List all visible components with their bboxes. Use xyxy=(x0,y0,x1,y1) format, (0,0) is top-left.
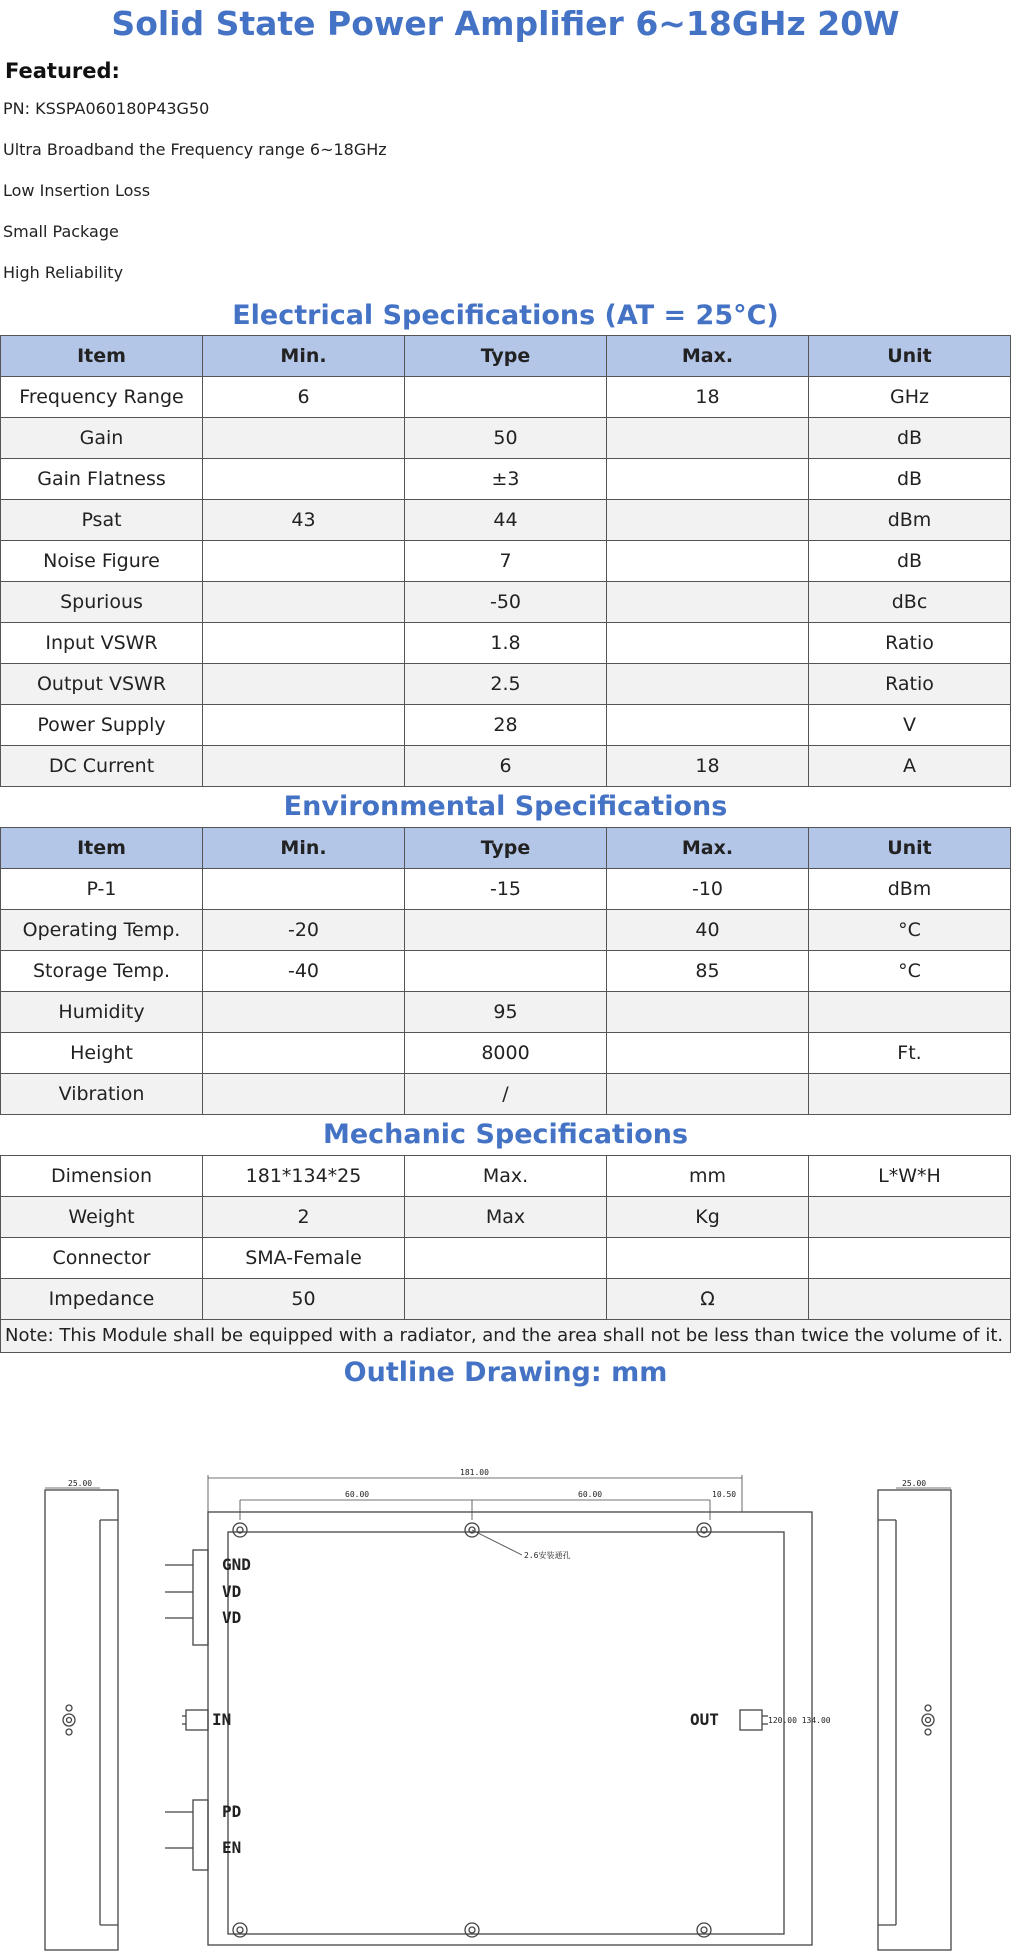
environmental-type-cell: 95 xyxy=(405,992,607,1033)
environmental-type-cell: -15 xyxy=(405,869,607,910)
table-row xyxy=(1,746,1011,787)
left-connector-core-icon xyxy=(67,1718,72,1723)
electrical-item-cell: DC Current xyxy=(1,746,203,787)
environmental-unit-cell xyxy=(809,992,1011,1033)
label-out: OUT xyxy=(690,1710,719,1729)
electrical-item-cell: Spurious xyxy=(1,582,203,623)
electrical-min-cell xyxy=(203,459,405,500)
table-row xyxy=(1,869,1011,910)
environmental-item-cell: P-1 xyxy=(1,869,203,910)
dim-side-left: 25.00 xyxy=(68,1479,93,1488)
dim-hole: 2.6安装通孔 xyxy=(524,1551,571,1560)
table-row xyxy=(1,418,1011,459)
dim-10-5: 10.50 xyxy=(712,1490,737,1499)
mounting-hole-icon xyxy=(465,1923,479,1937)
electrical-table xyxy=(0,335,1011,787)
header-item: Item xyxy=(1,336,203,377)
electrical-type-cell: 2.5 xyxy=(405,664,607,705)
hole-leader-line xyxy=(472,1530,522,1555)
label-pd: PD xyxy=(222,1802,242,1821)
mechanic-max-cell: Ω xyxy=(607,1279,809,1320)
mechanic-min-cell: 181*134*25 xyxy=(203,1156,405,1197)
mechanic-max-cell: mm xyxy=(607,1156,809,1197)
mechanic-note: Note: This Module shall be equipped with a radiator, and the area shall not be less than twice the volume of it. xyxy=(1,1320,1011,1353)
featured-heading: Featured: xyxy=(5,59,120,83)
electrical-item-cell: Output VSWR xyxy=(1,664,203,705)
electrical-type-cell: -50 xyxy=(405,582,607,623)
electrical-type-cell: 44 xyxy=(405,500,607,541)
mechanic-title: Mechanic Specifications xyxy=(322,1119,689,1150)
environmental-type-cell xyxy=(405,910,607,951)
mechanic-type-cell xyxy=(405,1238,607,1279)
environmental-type-cell xyxy=(405,951,607,992)
electrical-max-cell xyxy=(607,418,809,459)
environmental-table xyxy=(0,827,1011,1115)
environmental-min-cell xyxy=(203,869,405,910)
mechanic-unit-cell xyxy=(809,1279,1011,1320)
table-row xyxy=(1,1279,1011,1320)
dc-connector-block xyxy=(193,1550,208,1645)
table-row xyxy=(1,459,1011,500)
mechanic-min-cell: SMA-Female xyxy=(203,1238,405,1279)
electrical-item-cell: Psat xyxy=(1,500,203,541)
environmental-title: Environmental Specifications xyxy=(283,791,728,822)
featured-list xyxy=(0,88,1011,293)
electrical-min-cell xyxy=(203,582,405,623)
table-row xyxy=(1,1033,1011,1074)
electrical-type-cell: 1.8 xyxy=(405,623,607,664)
environmental-unit-cell xyxy=(809,1074,1011,1115)
left-side-view xyxy=(45,1490,118,1950)
mechanic-table xyxy=(0,1155,1011,1353)
table-header-row xyxy=(1,828,1011,869)
electrical-min-cell: 6 xyxy=(203,377,405,418)
right-connector-icon xyxy=(922,1714,934,1726)
electrical-max-cell xyxy=(607,500,809,541)
label-vd: VD xyxy=(222,1608,242,1627)
dim-60a: 60.00 xyxy=(345,1490,370,1499)
mechanic-type-cell: Max. xyxy=(405,1156,607,1197)
electrical-unit-cell: dB xyxy=(809,541,1011,582)
header-unit: Unit xyxy=(809,828,1011,869)
page-title: Solid State Power Amplifier 6~18GHz 20W xyxy=(111,4,900,43)
featured-item: High Reliability xyxy=(3,263,124,282)
table-row xyxy=(1,1238,1011,1279)
mounting-hole-icon xyxy=(233,1523,247,1537)
mechanic-item-cell: Connector xyxy=(1,1238,203,1279)
mechanic-item-cell: Dimension xyxy=(1,1156,203,1197)
right-connector-pin-icon xyxy=(925,1705,931,1711)
electrical-item-cell: Power Supply xyxy=(1,705,203,746)
electrical-item-cell: Gain xyxy=(1,418,203,459)
mechanic-max-cell xyxy=(607,1238,809,1279)
electrical-max-cell xyxy=(607,582,809,623)
outline-drawing-svg xyxy=(0,1420,1011,1955)
left-connector-pin-icon xyxy=(66,1705,72,1711)
environmental-max-cell xyxy=(607,1033,809,1074)
mechanic-item-cell: Weight xyxy=(1,1197,203,1238)
electrical-min-cell: 43 xyxy=(203,500,405,541)
electrical-item-cell: Noise Figure xyxy=(1,541,203,582)
electrical-unit-cell: dB xyxy=(809,459,1011,500)
note-row xyxy=(1,1320,1011,1353)
featured-item: Low Insertion Loss xyxy=(3,181,151,200)
table-row xyxy=(1,664,1011,705)
electrical-unit-cell: dBc xyxy=(809,582,1011,623)
mechanic-unit-cell xyxy=(809,1197,1011,1238)
mechanic-type-cell: Max xyxy=(405,1197,607,1238)
dim-total: 181.00 xyxy=(460,1468,489,1477)
mechanic-unit-cell: L*W*H xyxy=(809,1156,1011,1197)
table-row xyxy=(1,1074,1011,1115)
electrical-min-cell xyxy=(203,664,405,705)
electrical-max-cell: 18 xyxy=(607,746,809,787)
mechanic-type-cell xyxy=(405,1279,607,1320)
header-min: Min. xyxy=(203,828,405,869)
electrical-max-cell xyxy=(607,459,809,500)
left-connector-icon xyxy=(63,1714,75,1726)
electrical-type-cell: 7 xyxy=(405,541,607,582)
header-unit: Unit xyxy=(809,336,1011,377)
featured-item: Ultra Broadband the Frequency range 6~18GHz xyxy=(3,140,387,159)
electrical-max-cell: 18 xyxy=(607,377,809,418)
header-type: Type xyxy=(405,336,607,377)
outline-title: Outline Drawing: mm xyxy=(343,1357,668,1388)
environmental-item-cell: Operating Temp. xyxy=(1,910,203,951)
label-en: EN xyxy=(222,1838,242,1857)
mechanic-min-cell: 2 xyxy=(203,1197,405,1238)
environmental-type-cell: 8000 xyxy=(405,1033,607,1074)
environmental-max-cell: 40 xyxy=(607,910,809,951)
electrical-max-cell xyxy=(607,705,809,746)
electrical-item-cell: Input VSWR xyxy=(1,623,203,664)
electrical-item-cell: Gain Flatness xyxy=(1,459,203,500)
electrical-item-cell: Frequency Range xyxy=(1,377,203,418)
electrical-unit-cell: Ratio xyxy=(809,664,1011,705)
table-row xyxy=(1,500,1011,541)
electrical-unit-cell: V xyxy=(809,705,1011,746)
mounting-hole-icon xyxy=(697,1923,711,1937)
mechanic-unit-cell xyxy=(809,1238,1011,1279)
featured-item: Small Package xyxy=(3,222,119,241)
dim-side-right: 25.00 xyxy=(902,1479,927,1488)
header-max: Max. xyxy=(607,828,809,869)
environmental-min-cell: -40 xyxy=(203,951,405,992)
table-row xyxy=(1,992,1011,1033)
environmental-max-cell xyxy=(607,992,809,1033)
label-in: IN xyxy=(212,1710,232,1729)
electrical-min-cell xyxy=(203,705,405,746)
right-connector-core-icon xyxy=(926,1718,931,1723)
mounting-hole-core-icon xyxy=(701,1927,707,1933)
header-item: Item xyxy=(1,828,203,869)
environmental-unit-cell: Ft. xyxy=(809,1033,1011,1074)
electrical-min-cell xyxy=(203,541,405,582)
label-gnd: GND xyxy=(222,1555,251,1574)
ctrl-connector-block xyxy=(193,1800,208,1870)
environmental-max-cell xyxy=(607,1074,809,1115)
electrical-type-cell: 28 xyxy=(405,705,607,746)
table-row xyxy=(1,910,1011,951)
environmental-max-cell: -10 xyxy=(607,869,809,910)
table-header-row xyxy=(1,336,1011,377)
environmental-min-cell xyxy=(203,1074,405,1115)
mounting-hole-core-icon xyxy=(237,1927,243,1933)
table-row xyxy=(1,541,1011,582)
environmental-unit-cell: °C xyxy=(809,951,1011,992)
electrical-min-cell xyxy=(203,418,405,459)
environmental-type-cell: / xyxy=(405,1074,607,1115)
electrical-type-cell: ±3 xyxy=(405,459,607,500)
environmental-unit-cell: °C xyxy=(809,910,1011,951)
main-body-inner xyxy=(228,1532,784,1934)
featured-item: PN: KSSPA060180P43G50 xyxy=(3,99,210,118)
in-connector-icon xyxy=(186,1710,208,1730)
header-type: Type xyxy=(405,828,607,869)
environmental-min-cell xyxy=(203,1033,405,1074)
electrical-max-cell xyxy=(607,541,809,582)
environmental-item-cell: Vibration xyxy=(1,1074,203,1115)
left-connector-pin-icon xyxy=(66,1729,72,1735)
dim-60b: 60.00 xyxy=(578,1490,603,1499)
right-side-view xyxy=(878,1490,951,1950)
table-row xyxy=(1,951,1011,992)
mechanic-min-cell: 50 xyxy=(203,1279,405,1320)
outline-drawing xyxy=(0,1420,1011,1955)
right-connector-pin-icon xyxy=(925,1729,931,1735)
header-min: Min. xyxy=(203,336,405,377)
electrical-min-cell xyxy=(203,623,405,664)
electrical-unit-cell: dBm xyxy=(809,500,1011,541)
mounting-hole-core-icon xyxy=(469,1927,475,1933)
electrical-unit-cell: Ratio xyxy=(809,623,1011,664)
electrical-max-cell xyxy=(607,664,809,705)
electrical-title: Electrical Specifications (AT = 25°C) xyxy=(232,300,779,331)
out-connector-icon xyxy=(740,1710,762,1730)
environmental-max-cell: 85 xyxy=(607,951,809,992)
table-row xyxy=(1,1156,1011,1197)
electrical-max-cell xyxy=(607,623,809,664)
mechanic-item-cell: Impedance xyxy=(1,1279,203,1320)
environmental-unit-cell: dBm xyxy=(809,869,1011,910)
drawing-labels xyxy=(68,1468,926,1857)
electrical-unit-cell: GHz xyxy=(809,377,1011,418)
header-max: Max. xyxy=(607,336,809,377)
environmental-min-cell xyxy=(203,992,405,1033)
table-row xyxy=(1,623,1011,664)
environmental-min-cell: -20 xyxy=(203,910,405,951)
electrical-min-cell xyxy=(203,746,405,787)
mechanic-max-cell: Kg xyxy=(607,1197,809,1238)
electrical-type-cell: 6 xyxy=(405,746,607,787)
mounting-hole-icon xyxy=(233,1923,247,1937)
environmental-item-cell: Storage Temp. xyxy=(1,951,203,992)
electrical-unit-cell: dB xyxy=(809,418,1011,459)
main-body-outline xyxy=(208,1512,812,1945)
mounting-hole-icon xyxy=(697,1523,711,1537)
table-row xyxy=(1,1197,1011,1238)
table-row xyxy=(1,582,1011,623)
dim-width: 120.00 134.00 xyxy=(768,1716,831,1725)
electrical-type-cell xyxy=(405,377,607,418)
table-row xyxy=(1,377,1011,418)
environmental-item-cell: Humidity xyxy=(1,992,203,1033)
electrical-unit-cell: A xyxy=(809,746,1011,787)
drawing-lines xyxy=(45,1475,951,1950)
electrical-type-cell: 50 xyxy=(405,418,607,459)
environmental-item-cell: Height xyxy=(1,1033,203,1074)
table-row xyxy=(1,705,1011,746)
label-vd: VD xyxy=(222,1582,242,1601)
